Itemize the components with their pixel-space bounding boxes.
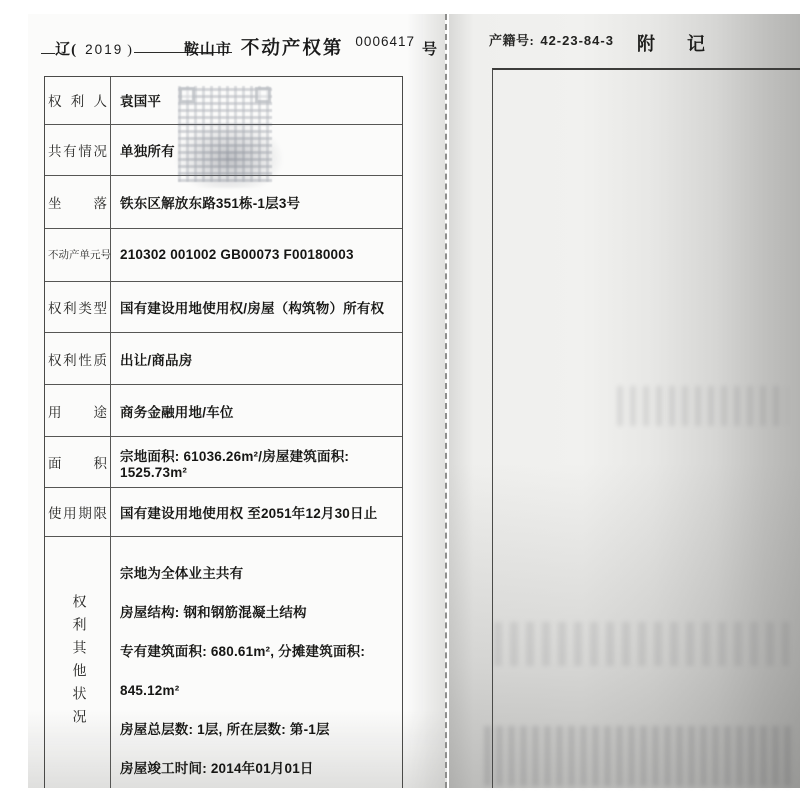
other-status-line: 房屋总层数: 1层, 所在层数: 第-1层	[120, 722, 330, 738]
row-label-cell	[45, 77, 111, 124]
row-label-cell	[45, 488, 111, 536]
row-value: 国有建设用地使用权 至2051年12月30日止	[120, 506, 378, 522]
number-suffix: 号	[421, 42, 437, 58]
row-value: 铁东区解放东路351栋-1层3号	[120, 195, 301, 211]
row-label: 坐落	[48, 195, 107, 211]
annex-title: 附记	[637, 34, 737, 54]
certificate-number: 0006417	[355, 34, 415, 49]
row-label: 权利人	[48, 94, 107, 110]
row-label-cell	[45, 282, 111, 333]
certificate-year: 2019	[85, 42, 124, 57]
table-row-co-ownership	[45, 125, 402, 176]
other-status-line: 房屋竣工时间: 2014年01月01日	[120, 761, 314, 777]
row-label: 面积	[48, 456, 107, 472]
row-value: 国有建设用地使用权/房屋（构筑物）所有权	[120, 301, 385, 316]
certificate-table	[44, 76, 403, 788]
other-status-line: 宗地为全体业主共有	[120, 566, 244, 582]
row-value: 袁国平	[120, 94, 162, 110]
other-status-line: 房屋结构: 钢和钢筋混凝土结构	[120, 605, 307, 621]
row-label-cell	[45, 385, 111, 436]
city-name: 鞍山市	[134, 38, 232, 53]
table-row-usage	[45, 385, 402, 437]
certificate-header	[41, 34, 437, 60]
table-row-right-holder	[45, 77, 402, 125]
row-label: 共有情况	[48, 143, 107, 159]
row-label-cell	[45, 125, 111, 175]
row-label-cell	[45, 229, 111, 281]
other-status-line: 专有建筑面积: 680.61m², 分摊建筑面积: 845.12m²	[120, 644, 366, 699]
table-row-location	[45, 176, 402, 229]
paren-close: )	[127, 43, 132, 58]
table-row-area	[45, 437, 402, 488]
row-label-cell	[45, 437, 111, 487]
row-value-multiline	[111, 537, 402, 788]
province-code: 辽(	[55, 42, 78, 58]
table-row-right-type	[45, 282, 402, 334]
table-row-use-term	[45, 488, 402, 537]
row-value: 出让/商品房	[120, 352, 193, 368]
registry-number: 42-23-84-3	[540, 33, 614, 48]
table-row-unit-number	[45, 229, 402, 282]
table-row-right-nature	[45, 333, 402, 385]
row-label: 权利类型	[48, 301, 107, 316]
series-title: 不动产权第	[240, 39, 344, 59]
row-value: 单独所有	[120, 143, 175, 159]
row-label-cell	[45, 176, 111, 228]
row-label: 权利其他状况	[70, 593, 86, 732]
row-label: 用途	[48, 404, 107, 420]
row-value: 宗地面积: 61036.26m²/房屋建筑面积: 1525.73m²	[120, 448, 350, 480]
row-label: 不动产单元号	[48, 250, 111, 262]
row-label: 使用期限	[48, 506, 107, 522]
blank-underline	[41, 39, 55, 54]
registry-number-line	[489, 30, 614, 49]
row-value: 210302 001002 GB00073 F00180003	[120, 247, 354, 263]
registry-label: 产籍号:	[489, 33, 535, 48]
row-label-cell	[45, 537, 111, 788]
table-row-other-status	[45, 537, 402, 788]
row-value: 商务金融用地/车位	[120, 404, 234, 420]
row-label-cell	[45, 333, 111, 384]
certificate-page	[28, 14, 447, 788]
annex-box	[492, 68, 800, 788]
annex-page	[449, 14, 800, 788]
row-label: 权利性质	[48, 352, 107, 368]
